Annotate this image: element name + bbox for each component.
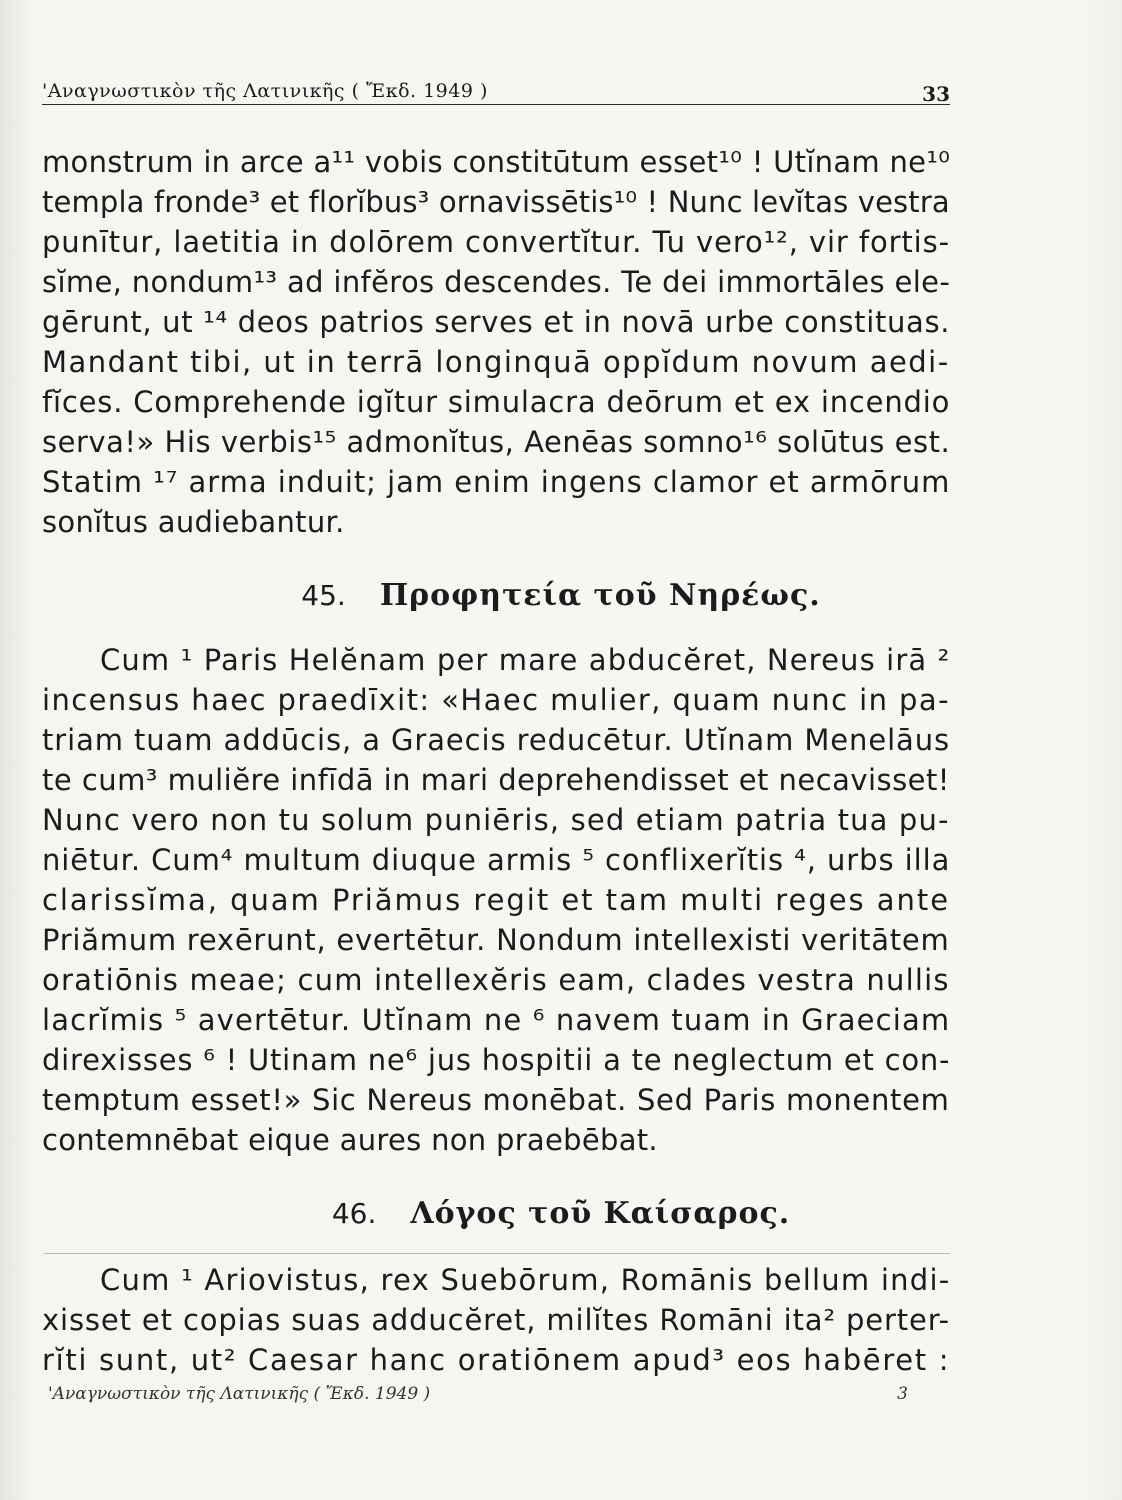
text-line: gērunt, ut ¹⁴ deos patrios serves et in novā urbe constituas. [42,305,950,339]
text-line: oratiōnis meae; cum intellexĕris eam, clades vestra nullis [42,963,950,997]
text-line: monstrum in arce a¹¹ vobis constitūtum esset¹⁰ ! Utĭnam ne¹⁰ [42,145,950,179]
footer-title: 'Αναγνωστικὸν τῆς Λατινικῆς ( Ἔκδ. 1949 ) [48,1384,431,1404]
text-line: rĭti sunt, ut² Caesar hanc oratiōnem apud³ eos habēret : [42,1343,950,1377]
section-number: 46. [331,1197,377,1230]
text-line: contemnēbat eique aures non praebēbat. [42,1123,658,1157]
text-line: niētur. Cum⁴ multum diuque armis ⁵ conflixerĭtis ⁴, urbs illa [42,843,950,877]
text-line: Mandant tibi, ut in terrā longinquā oppĭdum novum aedi- [42,345,950,379]
section-number: 45. [301,579,346,612]
text-line: punītur, laetitia in dolōrem convertĭtur. Tu vero¹², vir fortis- [42,225,950,259]
header-title: 'Αναγνωστικὸν τῆς Λατινικῆς ( Ἔκδ. 1949 ) [42,80,488,102]
text-line: xisset et copias suas adducĕret, milĭtes Romāni ita² perter- [42,1303,950,1337]
text-line: Cum ¹ Paris Helĕnam per mare abducĕret, Nereus irā ² [100,643,950,677]
divider [44,1253,950,1254]
text-line: incensus haec praedīxit: «Haec mulier, quam nunc in pa- [42,683,950,717]
text-line: fĭces. Comprehende igĭtur simulacra deōrum et ex incendio [42,385,950,419]
text-line: direxisses ⁶ ! Utinam ne⁶ jus hospitii a te neglectum et con- [42,1043,950,1077]
text-line: serva!» His verbis¹⁵ admonĭtus, Aenēas somno¹⁶ solūtus est. [42,425,950,459]
text-line: triam tuam addūcis, a Graecis reducētur. Utĭnam Menelāus [42,723,950,757]
text-line: clarissĭma, quam Priămus regit et tam multi reges ante [42,883,950,917]
text-line: sĭme, nondum¹³ ad infĕros descendes. Te dei immortāles ele- [42,265,950,299]
section-heading-46 [0,1196,1122,1232]
footer-signature: 3 [897,1384,908,1404]
text-line: templa fronde³ et florĭbus³ ornavissētis¹⁰ ! Nunc levĭtas vestra [42,185,950,219]
text-line: Cum ¹ Ariovistus, rex Suebōrum, Romānis bellum indi- [100,1263,950,1297]
text-line: lacrĭmis ⁵ avertētur. Utĭnam ne ⁶ navem tuam in Graeciam [42,1003,950,1037]
section-title: Προφητεία τοῦ Νηρέως. [379,578,821,613]
printer-signature-line [48,1384,908,1404]
text-line: temptum esset!» Sic Nereus monēbat. Sed Paris monentem [42,1083,950,1117]
section-heading-45 [0,578,1122,614]
section-title: Λόγος τοῦ Καίσαρος. [410,1196,791,1231]
page-number: 33 [922,82,950,106]
text-line: Statim ¹⁷ arma induit; jam enim ingens clamor et armōrum [42,465,950,499]
text-line: Nunc vero non tu solum puniēris, sed etiam patria tua pu- [42,803,950,837]
text-line: sonĭtus audiebantur. [42,505,345,539]
running-header [42,74,950,105]
text-line: Priămum rexērunt, evertētur. Nondum intellexisti veritātem [42,923,950,957]
text-line: te cum³ muliĕre infīdā in mari deprehendisset et necavisset! [42,763,950,797]
